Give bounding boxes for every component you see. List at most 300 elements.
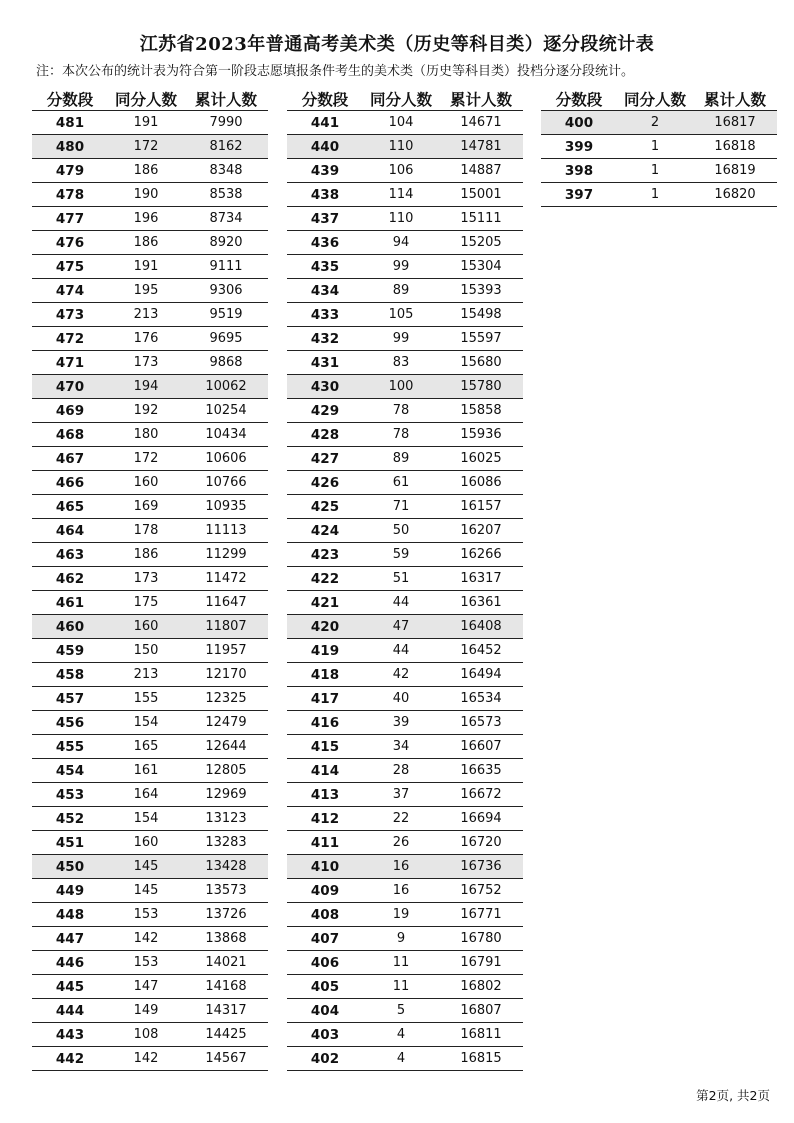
cumulative-cell: 15936 bbox=[439, 423, 523, 447]
score-cell: 440 bbox=[287, 135, 363, 159]
score-cell: 446 bbox=[32, 951, 108, 975]
table-row bbox=[287, 159, 523, 183]
cumulative-cell: 16820 bbox=[693, 183, 777, 207]
score-cell: 438 bbox=[287, 183, 363, 207]
cumulative-cell: 16635 bbox=[439, 759, 523, 783]
cumulative-cell: 16771 bbox=[439, 903, 523, 927]
score-cell: 424 bbox=[287, 519, 363, 543]
table-row bbox=[32, 255, 268, 279]
table-row bbox=[32, 999, 268, 1023]
table-row bbox=[32, 951, 268, 975]
table-row bbox=[32, 783, 268, 807]
table-row bbox=[287, 615, 523, 639]
table-row bbox=[32, 711, 268, 735]
score-cell: 452 bbox=[32, 807, 108, 831]
cumulative-cell: 16573 bbox=[439, 711, 523, 735]
cumulative-cell: 9519 bbox=[184, 303, 268, 327]
same-count-cell: 191 bbox=[108, 111, 184, 135]
score-cell: 476 bbox=[32, 231, 108, 255]
table-row bbox=[32, 111, 268, 135]
table-row bbox=[32, 135, 268, 159]
same-count-cell: 28 bbox=[363, 759, 439, 783]
cumulative-cell: 16157 bbox=[439, 495, 523, 519]
cumulative-cell: 16534 bbox=[439, 687, 523, 711]
same-count-cell: 149 bbox=[108, 999, 184, 1023]
score-cell: 407 bbox=[287, 927, 363, 951]
table-row bbox=[287, 951, 523, 975]
score-cell: 399 bbox=[541, 135, 617, 159]
same-count-cell: 5 bbox=[363, 999, 439, 1023]
cumulative-cell: 16694 bbox=[439, 807, 523, 831]
score-cell: 434 bbox=[287, 279, 363, 303]
same-count-cell: 147 bbox=[108, 975, 184, 999]
cumulative-cell: 16607 bbox=[439, 735, 523, 759]
score-cell: 464 bbox=[32, 519, 108, 543]
same-count-cell: 190 bbox=[108, 183, 184, 207]
header-cumulative: 累计人数 bbox=[693, 88, 777, 111]
cumulative-cell: 15498 bbox=[439, 303, 523, 327]
score-cell: 468 bbox=[32, 423, 108, 447]
table-row bbox=[287, 255, 523, 279]
score-cell: 477 bbox=[32, 207, 108, 231]
cumulative-cell: 14567 bbox=[184, 1047, 268, 1071]
table-row bbox=[287, 135, 523, 159]
score-cell: 422 bbox=[287, 567, 363, 591]
same-count-cell: 42 bbox=[363, 663, 439, 687]
same-count-cell: 22 bbox=[363, 807, 439, 831]
same-count-cell: 153 bbox=[108, 903, 184, 927]
cumulative-cell: 16811 bbox=[439, 1023, 523, 1047]
table-row bbox=[32, 807, 268, 831]
score-cell: 435 bbox=[287, 255, 363, 279]
same-count-cell: 16 bbox=[363, 879, 439, 903]
cumulative-cell: 12805 bbox=[184, 759, 268, 783]
table-row bbox=[32, 639, 268, 663]
same-count-cell: 194 bbox=[108, 375, 184, 399]
same-count-cell: 4 bbox=[363, 1047, 439, 1071]
score-cell: 410 bbox=[287, 855, 363, 879]
same-count-cell: 161 bbox=[108, 759, 184, 783]
cumulative-cell: 10606 bbox=[184, 447, 268, 471]
cumulative-cell: 16408 bbox=[439, 615, 523, 639]
cumulative-cell: 16025 bbox=[439, 447, 523, 471]
cumulative-cell: 16736 bbox=[439, 855, 523, 879]
header-score: 分数段 bbox=[32, 88, 108, 111]
cumulative-cell: 15597 bbox=[439, 327, 523, 351]
cumulative-cell: 14425 bbox=[184, 1023, 268, 1047]
score-cell: 459 bbox=[32, 639, 108, 663]
table-row bbox=[32, 1023, 268, 1047]
table-row bbox=[32, 207, 268, 231]
same-count-cell: 178 bbox=[108, 519, 184, 543]
score-cell: 445 bbox=[32, 975, 108, 999]
table-row bbox=[32, 615, 268, 639]
score-cell: 463 bbox=[32, 543, 108, 567]
table-row bbox=[287, 543, 523, 567]
score-cell: 466 bbox=[32, 471, 108, 495]
same-count-cell: 89 bbox=[363, 447, 439, 471]
table-row bbox=[287, 399, 523, 423]
same-count-cell: 26 bbox=[363, 831, 439, 855]
cumulative-cell: 11472 bbox=[184, 567, 268, 591]
score-cell: 448 bbox=[32, 903, 108, 927]
same-count-cell: 19 bbox=[363, 903, 439, 927]
cumulative-cell: 15001 bbox=[439, 183, 523, 207]
score-cell: 418 bbox=[287, 663, 363, 687]
cumulative-cell: 15304 bbox=[439, 255, 523, 279]
table-row bbox=[287, 375, 523, 399]
same-count-cell: 180 bbox=[108, 423, 184, 447]
same-count-cell: 145 bbox=[108, 879, 184, 903]
score-cell: 472 bbox=[32, 327, 108, 351]
score-table bbox=[287, 88, 523, 1071]
cumulative-cell: 9695 bbox=[184, 327, 268, 351]
score-cell: 412 bbox=[287, 807, 363, 831]
same-count-cell: 1 bbox=[617, 159, 693, 183]
same-count-cell: 78 bbox=[363, 399, 439, 423]
table-row bbox=[32, 471, 268, 495]
score-cell: 458 bbox=[32, 663, 108, 687]
score-cell: 406 bbox=[287, 951, 363, 975]
table-row bbox=[287, 783, 523, 807]
score-cell: 419 bbox=[287, 639, 363, 663]
table-row bbox=[287, 183, 523, 207]
cumulative-cell: 10062 bbox=[184, 375, 268, 399]
same-count-cell: 175 bbox=[108, 591, 184, 615]
score-cell: 409 bbox=[287, 879, 363, 903]
score-cell: 402 bbox=[287, 1047, 363, 1071]
same-count-cell: 59 bbox=[363, 543, 439, 567]
table-header-row bbox=[32, 88, 268, 111]
score-cell: 469 bbox=[32, 399, 108, 423]
table-row bbox=[287, 999, 523, 1023]
same-count-cell: 9 bbox=[363, 927, 439, 951]
table-row bbox=[287, 111, 523, 135]
table-row bbox=[32, 759, 268, 783]
same-count-cell: 105 bbox=[363, 303, 439, 327]
score-cell: 404 bbox=[287, 999, 363, 1023]
page-number: 第2页, 共2页 bbox=[696, 1088, 770, 1103]
score-cell: 430 bbox=[287, 375, 363, 399]
score-cell: 479 bbox=[32, 159, 108, 183]
same-count-cell: 160 bbox=[108, 471, 184, 495]
table-row bbox=[287, 567, 523, 591]
score-cell: 473 bbox=[32, 303, 108, 327]
table-row bbox=[287, 207, 523, 231]
cumulative-cell: 16819 bbox=[693, 159, 777, 183]
score-cell: 460 bbox=[32, 615, 108, 639]
cumulative-cell: 16752 bbox=[439, 879, 523, 903]
score-cell: 475 bbox=[32, 255, 108, 279]
cumulative-cell: 13123 bbox=[184, 807, 268, 831]
score-cell: 429 bbox=[287, 399, 363, 423]
table-row bbox=[32, 327, 268, 351]
same-count-cell: 195 bbox=[108, 279, 184, 303]
cumulative-cell: 13283 bbox=[184, 831, 268, 855]
same-count-cell: 61 bbox=[363, 471, 439, 495]
cumulative-cell: 16802 bbox=[439, 975, 523, 999]
score-cell: 433 bbox=[287, 303, 363, 327]
same-count-cell: 213 bbox=[108, 663, 184, 687]
score-table bbox=[541, 88, 777, 207]
score-cell: 454 bbox=[32, 759, 108, 783]
table-row bbox=[287, 711, 523, 735]
table-row bbox=[287, 759, 523, 783]
same-count-cell: 100 bbox=[363, 375, 439, 399]
score-cell: 427 bbox=[287, 447, 363, 471]
score-table-column-1 bbox=[32, 88, 268, 1071]
table-row bbox=[287, 831, 523, 855]
score-cell: 405 bbox=[287, 975, 363, 999]
same-count-cell: 173 bbox=[108, 351, 184, 375]
table-row bbox=[287, 471, 523, 495]
cumulative-cell: 15858 bbox=[439, 399, 523, 423]
score-cell: 455 bbox=[32, 735, 108, 759]
table-row bbox=[32, 279, 268, 303]
same-count-cell: 176 bbox=[108, 327, 184, 351]
cumulative-cell: 16720 bbox=[439, 831, 523, 855]
same-count-cell: 186 bbox=[108, 543, 184, 567]
table-row bbox=[287, 903, 523, 927]
table-row bbox=[541, 159, 777, 183]
same-count-cell: 37 bbox=[363, 783, 439, 807]
table-row bbox=[32, 519, 268, 543]
table-row bbox=[32, 303, 268, 327]
cumulative-cell: 16791 bbox=[439, 951, 523, 975]
header-cumulative: 累计人数 bbox=[439, 88, 523, 111]
cumulative-cell: 16086 bbox=[439, 471, 523, 495]
same-count-cell: 172 bbox=[108, 135, 184, 159]
table-row bbox=[287, 855, 523, 879]
table-row bbox=[32, 855, 268, 879]
cumulative-cell: 16815 bbox=[439, 1047, 523, 1071]
cumulative-cell: 15205 bbox=[439, 231, 523, 255]
cumulative-cell: 14781 bbox=[439, 135, 523, 159]
same-count-cell: 172 bbox=[108, 447, 184, 471]
cumulative-cell: 12479 bbox=[184, 711, 268, 735]
same-count-cell: 50 bbox=[363, 519, 439, 543]
score-table-column-3 bbox=[541, 88, 777, 207]
same-count-cell: 47 bbox=[363, 615, 439, 639]
same-count-cell: 2 bbox=[617, 111, 693, 135]
same-count-cell: 40 bbox=[363, 687, 439, 711]
cumulative-cell: 14317 bbox=[184, 999, 268, 1023]
cumulative-cell: 16672 bbox=[439, 783, 523, 807]
cumulative-cell: 8920 bbox=[184, 231, 268, 255]
same-count-cell: 145 bbox=[108, 855, 184, 879]
score-cell: 457 bbox=[32, 687, 108, 711]
same-count-cell: 110 bbox=[363, 207, 439, 231]
score-cell: 428 bbox=[287, 423, 363, 447]
score-cell: 449 bbox=[32, 879, 108, 903]
score-cell: 420 bbox=[287, 615, 363, 639]
cumulative-cell: 13573 bbox=[184, 879, 268, 903]
table-row bbox=[541, 111, 777, 135]
score-cell: 416 bbox=[287, 711, 363, 735]
table-row bbox=[32, 975, 268, 999]
page-title: 江苏省2023年普通高考美术类（历史等科目类）逐分段统计表 bbox=[139, 34, 655, 55]
same-count-cell: 108 bbox=[108, 1023, 184, 1047]
table-row bbox=[287, 423, 523, 447]
table-header-row bbox=[287, 88, 523, 111]
same-count-cell: 186 bbox=[108, 159, 184, 183]
cumulative-cell: 7990 bbox=[184, 111, 268, 135]
table-row bbox=[287, 1023, 523, 1047]
table-row bbox=[287, 495, 523, 519]
cumulative-cell: 12969 bbox=[184, 783, 268, 807]
same-count-cell: 4 bbox=[363, 1023, 439, 1047]
same-count-cell: 142 bbox=[108, 927, 184, 951]
cumulative-cell: 10766 bbox=[184, 471, 268, 495]
same-count-cell: 160 bbox=[108, 831, 184, 855]
score-table bbox=[32, 88, 268, 1071]
table-row bbox=[287, 303, 523, 327]
cumulative-cell: 16207 bbox=[439, 519, 523, 543]
score-cell: 431 bbox=[287, 351, 363, 375]
score-cell: 425 bbox=[287, 495, 363, 519]
cumulative-cell: 11647 bbox=[184, 591, 268, 615]
score-cell: 408 bbox=[287, 903, 363, 927]
header-same-count: 同分人数 bbox=[363, 88, 439, 111]
cumulative-cell: 11807 bbox=[184, 615, 268, 639]
header-same-count: 同分人数 bbox=[617, 88, 693, 111]
cumulative-cell: 15111 bbox=[439, 207, 523, 231]
score-cell: 451 bbox=[32, 831, 108, 855]
score-cell: 442 bbox=[32, 1047, 108, 1071]
score-cell: 439 bbox=[287, 159, 363, 183]
table-row bbox=[32, 399, 268, 423]
note-text: 注：本次公布的统计表为符合第一阶段志愿填报条件考生的美术类（历史等科目类）投档分逐分段统计。 bbox=[36, 64, 635, 79]
cumulative-cell: 9306 bbox=[184, 279, 268, 303]
cumulative-cell: 11957 bbox=[184, 639, 268, 663]
same-count-cell: 11 bbox=[363, 975, 439, 999]
cumulative-cell: 16317 bbox=[439, 567, 523, 591]
same-count-cell: 83 bbox=[363, 351, 439, 375]
same-count-cell: 1 bbox=[617, 135, 693, 159]
same-count-cell: 153 bbox=[108, 951, 184, 975]
cumulative-cell: 12170 bbox=[184, 663, 268, 687]
cumulative-cell: 13726 bbox=[184, 903, 268, 927]
same-count-cell: 142 bbox=[108, 1047, 184, 1071]
table-row bbox=[32, 903, 268, 927]
table-row bbox=[32, 495, 268, 519]
table-row bbox=[32, 423, 268, 447]
cumulative-cell: 10935 bbox=[184, 495, 268, 519]
same-count-cell: 160 bbox=[108, 615, 184, 639]
score-cell: 432 bbox=[287, 327, 363, 351]
table-row bbox=[287, 519, 523, 543]
same-count-cell: 196 bbox=[108, 207, 184, 231]
score-cell: 415 bbox=[287, 735, 363, 759]
table-row bbox=[32, 447, 268, 471]
score-cell: 461 bbox=[32, 591, 108, 615]
cumulative-cell: 9111 bbox=[184, 255, 268, 279]
same-count-cell: 154 bbox=[108, 711, 184, 735]
same-count-cell: 104 bbox=[363, 111, 439, 135]
same-count-cell: 213 bbox=[108, 303, 184, 327]
table-row bbox=[32, 663, 268, 687]
score-cell: 414 bbox=[287, 759, 363, 783]
table-row bbox=[32, 687, 268, 711]
same-count-cell: 165 bbox=[108, 735, 184, 759]
score-cell: 397 bbox=[541, 183, 617, 207]
table-row bbox=[32, 831, 268, 855]
header-cumulative: 累计人数 bbox=[184, 88, 268, 111]
score-cell: 423 bbox=[287, 543, 363, 567]
cumulative-cell: 11113 bbox=[184, 519, 268, 543]
same-count-cell: 39 bbox=[363, 711, 439, 735]
same-count-cell: 173 bbox=[108, 567, 184, 591]
table-row bbox=[287, 1047, 523, 1071]
same-count-cell: 155 bbox=[108, 687, 184, 711]
table-row bbox=[287, 879, 523, 903]
cumulative-cell: 9868 bbox=[184, 351, 268, 375]
score-cell: 400 bbox=[541, 111, 617, 135]
score-cell: 481 bbox=[32, 111, 108, 135]
cumulative-cell: 15680 bbox=[439, 351, 523, 375]
same-count-cell: 99 bbox=[363, 255, 439, 279]
table-row bbox=[287, 327, 523, 351]
score-cell: 443 bbox=[32, 1023, 108, 1047]
cumulative-cell: 16817 bbox=[693, 111, 777, 135]
cumulative-cell: 16494 bbox=[439, 663, 523, 687]
score-table-column-2 bbox=[287, 88, 523, 1071]
score-cell: 474 bbox=[32, 279, 108, 303]
table-row bbox=[287, 447, 523, 471]
table-row bbox=[541, 135, 777, 159]
score-cell: 421 bbox=[287, 591, 363, 615]
cumulative-cell: 16780 bbox=[439, 927, 523, 951]
cumulative-cell: 8348 bbox=[184, 159, 268, 183]
score-cell: 413 bbox=[287, 783, 363, 807]
same-count-cell: 154 bbox=[108, 807, 184, 831]
table-row bbox=[32, 543, 268, 567]
table-row bbox=[287, 927, 523, 951]
cumulative-cell: 14671 bbox=[439, 111, 523, 135]
score-cell: 436 bbox=[287, 231, 363, 255]
table-row bbox=[32, 183, 268, 207]
same-count-cell: 192 bbox=[108, 399, 184, 423]
header-score: 分数段 bbox=[541, 88, 617, 111]
header-score: 分数段 bbox=[287, 88, 363, 111]
score-cell: 403 bbox=[287, 1023, 363, 1047]
score-cell: 437 bbox=[287, 207, 363, 231]
same-count-cell: 16 bbox=[363, 855, 439, 879]
score-cell: 467 bbox=[32, 447, 108, 471]
table-row bbox=[287, 279, 523, 303]
table-row bbox=[287, 351, 523, 375]
same-count-cell: 164 bbox=[108, 783, 184, 807]
cumulative-cell: 14168 bbox=[184, 975, 268, 999]
same-count-cell: 191 bbox=[108, 255, 184, 279]
cumulative-cell: 10434 bbox=[184, 423, 268, 447]
table-row bbox=[287, 231, 523, 255]
cumulative-cell: 14887 bbox=[439, 159, 523, 183]
table-row bbox=[32, 927, 268, 951]
cumulative-cell: 16807 bbox=[439, 999, 523, 1023]
same-count-cell: 71 bbox=[363, 495, 439, 519]
cumulative-cell: 16361 bbox=[439, 591, 523, 615]
table-row bbox=[287, 975, 523, 999]
table-row bbox=[541, 183, 777, 207]
cumulative-cell: 14021 bbox=[184, 951, 268, 975]
same-count-cell: 114 bbox=[363, 183, 439, 207]
same-count-cell: 169 bbox=[108, 495, 184, 519]
cumulative-cell: 8734 bbox=[184, 207, 268, 231]
score-cell: 444 bbox=[32, 999, 108, 1023]
score-cell: 471 bbox=[32, 351, 108, 375]
table-row bbox=[32, 231, 268, 255]
